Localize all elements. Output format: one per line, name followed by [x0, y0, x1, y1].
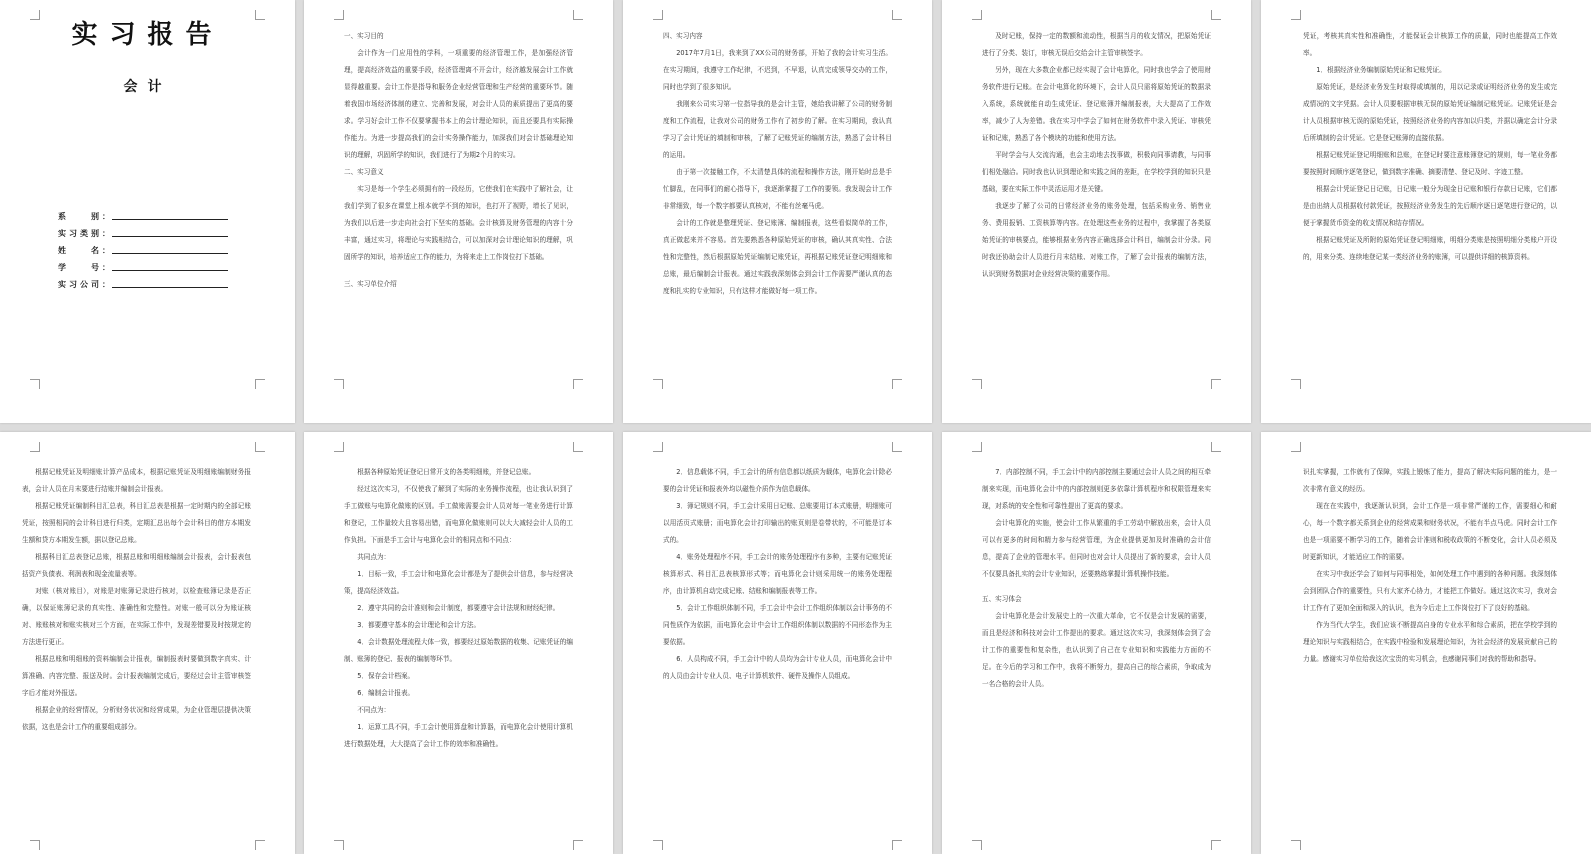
- paragraph: 根据企业的经营情况，分析财务状况和经营成果，为企业管理层提供决策依据，这也是会计工作的重要组成部分。: [22, 706, 251, 731]
- cover-title: 实习报告: [71, 20, 224, 50]
- crop-mark: [573, 10, 583, 20]
- crop-mark: [573, 379, 583, 389]
- page-body: [982, 464, 1211, 848]
- form-label: 学 号：: [58, 263, 110, 272]
- page-body: [663, 464, 892, 848]
- cover-page: [0, 0, 295, 423]
- form-label: 实习类别：: [58, 229, 110, 238]
- paragraph: 在实习中我还学会了如何与同事相处，如何处理工作中遇到的各种问题。我深刻体会到团队合作的重要性，只有大家齐心协力，才能把工作做好。通过这次实习，我对会计工作有了更加全面和深入的认识，也为今后走上工作岗位打下了良好的基础。: [1303, 570, 1557, 612]
- section-heading: 二、实习意义: [344, 168, 384, 176]
- crop-mark: [653, 379, 663, 389]
- paragraph: 及时记账，保持一定的数额和流动性，根据当月的收支情况，把原始凭证进行了分类、装订，审核无误后交给会计主管审核签字。: [982, 32, 1211, 57]
- crop-mark: [334, 379, 344, 389]
- page-10: [1261, 432, 1591, 854]
- page-body: [663, 28, 892, 383]
- crop-mark: [1211, 442, 1221, 452]
- crop-mark: [972, 379, 982, 389]
- paragraph: 2．信息载体不同，手工会计的所有信息都以纸质为载体，电算化会计除必要的会计凭证和报表外均以磁性介质作为信息载体。: [663, 468, 892, 493]
- paragraph: 我刚来公司实习第一位指导我的是会计主管，她给我讲解了公司的财务制度和工作流程，让我对公司的财务工作有了初步的了解。在实习期间，我认真学习了会计凭证的填制和审核，了解了记账凭证的编制方法，熟悉了会计科目的运用。: [663, 100, 892, 159]
- paragraph: 实习是每一个学生必须拥有的一段经历，它使我们在实践中了解社会，让我们学到了很多在课堂上根本就学不到的知识，也打开了视野，增长了见识，为我们以后进一步走向社会打下坚实的基础。会计核算及财务管理的内容十分丰富，通过实习，将理论与实践相结合，可以加深对会计理论知识的理解，巩固所学的知识，培养适应工作的能力，为将来走上工作岗位打下基础。: [344, 185, 573, 261]
- crop-mark: [255, 442, 265, 452]
- paragraph: 现在在实践中，我逐渐认识到，会计工作是一项非常严谨的工作，需要细心和耐心，每一个数字都关系到企业的经营成果和财务状况，不能有半点马虎。同时会计工作也是一项需要不断学习的工作，随着会计准则和税收政策的不断变化，会计人员必须及时更新知识，才能适应工作的需要。: [1303, 502, 1557, 561]
- paragraph: 我逐步了解了公司的日常经济业务的账务处理，包括采购业务、销售业务、费用报销、工资核算等内容。在处理这些业务的过程中，我掌握了各类原始凭证的审核要点，能够根据业务内容正确选择会计科目，编制会计分录。同时我还协助会计人员进行月末结账、对账工作，了解了会计报表的编制方法，认识到财务数据对企业经营决策的重要作用。: [982, 202, 1211, 278]
- form-blank-line: [112, 277, 228, 288]
- paragraph: 会计电算化的实施，使会计工作从繁重的手工劳动中解放出来，会计人员可以有更多的时间和精力参与经营管理，为企业提供更加及时准确的会计信息，提高了企业的管理水平。但同时也对会计人员提出了新的要求，会计人员不仅要具备扎实的会计专业知识，还要熟练掌握计算机操作技能。: [982, 519, 1211, 578]
- section-heading: 五、实习体会: [982, 595, 1022, 603]
- paragraph: 4．会计数据处理流程大体一致，都要经过原始数据的收集、记账凭证的编制、账簿的登记、报表的编制等环节。: [344, 638, 573, 663]
- form-row-student-id: [58, 256, 228, 273]
- page-7: [304, 432, 613, 854]
- form-row-type: [58, 222, 228, 239]
- page-6: [0, 432, 295, 854]
- crop-mark: [1291, 442, 1301, 452]
- crop-mark: [972, 442, 982, 452]
- page-8: [623, 432, 932, 854]
- section-heading: 一、实习目的: [344, 32, 384, 40]
- paragraph: 6．编制会计报表。: [357, 689, 415, 697]
- paragraph: 根据总账和明细账的资料编制会计报表，编制报表时要做到数字真实、计算准确、内容完整、报送及时。会计报表编制完成后，要经过会计主管审核签字后才能对外报送。: [22, 655, 251, 697]
- crop-mark: [30, 442, 40, 452]
- paragraph: 另外，现在大多数企业都已经实现了会计电算化，同时我也学会了使用财务软件进行记账。在会计电算化的环境下，会计人员只需将原始凭证的数据录入系统，系统就能自动生成凭证、登记账簿并编制报表，大大提高了工作效率，减少了人为差错。我在实习中学会了如何在财务软件中录入凭证、审核凭证和记账，熟悉了各个模块的功能和使用方法。: [982, 66, 1211, 142]
- crop-mark: [255, 379, 265, 389]
- crop-mark: [972, 10, 982, 20]
- paragraph: 根据记账凭证及所附的原始凭证登记明细账，明细分类账是按照明细分类账户开设的，用来分类、连续地登记某一类经济业务的账簿，可以提供详细的核算资料。: [1303, 236, 1557, 261]
- paragraph: 由于第一次接触工作，不太清楚具体的流程和操作方法，刚开始时总是手忙脚乱，在同事们的耐心指导下，我逐渐掌握了工作的要领。我发现会计工作非常细致，每一个数字都要认真核对，不能有丝毫马虎。: [663, 168, 892, 210]
- crop-mark: [255, 840, 265, 850]
- crop-mark: [573, 840, 583, 850]
- crop-mark: [653, 10, 663, 20]
- crop-mark: [1291, 379, 1301, 389]
- form-row-name: [58, 239, 228, 256]
- paragraph: 4．账务处理程序不同，手工会计的账务处理程序有多种，主要有记账凭证核算形式、科目汇总表核算形式等；而电算化会计则采用统一的账务处理程序，由计算机自动完成记账、结账和编制报表等工作。: [663, 553, 892, 595]
- form-blank-line: [112, 260, 228, 271]
- paragraph: 会计电算化是会计发展史上的一次重大革命，它不仅是会计发展的需要，而且是经济和科技对会计工作提出的要求。通过这次实习，我深刻体会到了会计工作的重要性和复杂性，也认识到了自己在专业知识和实践能力方面的不足。在今后的学习和工作中，我将不断努力，提高自己的综合素质，争取成为一名合格的会计人员。: [982, 612, 1211, 688]
- crop-mark: [892, 379, 902, 389]
- paragraph: 会计的工作就是整理凭证、登记账簿、编制报表，这些看似简单的工作，真正做起来并不容易。首先要熟悉各种原始凭证的审核，确认其真实性、合法性和完整性，然后根据原始凭证编制记账凭证，再根据记账凭证登记明细账和总账，最后编制会计报表。通过实践我深刻体会到会计工作需要严谨认真的态度和扎实的专业知识，只有这样才能做好每一项工作。: [663, 219, 892, 295]
- paragraph: 作为当代大学生，我们应该不断提高自身的专业水平和综合素质，把在学校学到的理论知识与实践相结合，在实践中检验和发展理论知识，为社会经济的发展贡献自己的力量。感谢实习单位给我这次宝贵的实习机会，也感谢同事们对我的帮助和指导。: [1303, 621, 1557, 663]
- crop-mark: [1211, 10, 1221, 20]
- paragraph: 2．遵守共同的会计准则和会计制度，都要遵守会计法规和财经纪律。: [357, 604, 560, 612]
- paragraph: 6．人员构成不同，手工会计中的人员均为会计专业人员，而电算化会计中的人员由会计专业人员、电子计算机软件、硬件及操作人员组成。: [663, 655, 892, 680]
- paragraph: 3．簿记规则不同，手工会计采用日记账、总账要用订本式账册，明细账可以用活页式账册；而电算化会计打印输出的账页则是卷带状的，不可能是订本式的。: [663, 502, 892, 544]
- crop-mark: [334, 442, 344, 452]
- page-5: [1261, 0, 1591, 423]
- paragraph: 根据会计凭证登记日记账，日记账一般分为现金日记账和银行存款日记账，它们都是由出纳人员根据收付款凭证，按照经济业务发生的先后顺序逐日逐笔进行登记的，以便于掌握货币资金的收支情况和结存情况。: [1303, 185, 1557, 227]
- paragraph: 5．保存会计档案。: [357, 672, 415, 680]
- page-3: [623, 0, 932, 423]
- cover-subtitle: 会计: [123, 79, 172, 95]
- crop-mark: [334, 840, 344, 850]
- page-4: [942, 0, 1251, 423]
- page-body: [982, 28, 1211, 383]
- crop-mark: [1291, 840, 1301, 850]
- paragraph: 识扎实掌握，工作就有了保障，实践上锻炼了能力，提高了解决实际问题的能力，是一次非常有意义的经历。: [1303, 468, 1557, 493]
- crop-mark: [334, 10, 344, 20]
- paragraph: 1．目标一致，手工会计和电算化会计都是为了提供会计信息，参与经营决策，提高经济效益。: [344, 570, 573, 595]
- crop-mark: [1291, 10, 1301, 20]
- section-heading: 四、实习内容: [663, 32, 703, 40]
- paragraph: 共同点为：: [357, 553, 391, 561]
- page-body: [344, 28, 573, 383]
- form-blank-line: [112, 243, 228, 254]
- crop-mark: [653, 442, 663, 452]
- crop-mark: [573, 442, 583, 452]
- paragraph: 不同点为：: [357, 706, 391, 714]
- form-row-department: [58, 205, 228, 222]
- paragraph: 1．根据经济业务编制原始凭证和记账凭证。: [1316, 66, 1446, 74]
- page-body: [1303, 28, 1557, 383]
- crop-mark: [1211, 840, 1221, 850]
- crop-mark: [1211, 379, 1221, 389]
- form-blank-line: [112, 209, 228, 220]
- paragraph: 根据记账凭证及明细账计算产品成本，根据记账凭证及明细账编制财务报表，会计人员在月末要进行结账并编制会计报表。: [22, 468, 251, 493]
- form-blank-line: [112, 226, 228, 237]
- page-body: [1303, 464, 1557, 848]
- paragraph: 凭证，考核其真实性和准确性，才能保证会计核算工作的质量，同时也能提高工作效率。: [1303, 32, 1557, 57]
- paragraph: 2017年7月1日，我来到了XX公司的财务部，开始了我的会计实习生活。在实习期间，我遵守工作纪律，不迟到，不早退，认真完成领导交办的工作，同时也学到了很多知识。: [663, 49, 892, 91]
- form-label: 姓 名：: [58, 246, 110, 255]
- crop-mark: [30, 379, 40, 389]
- cover-info-form: [58, 205, 228, 290]
- paragraph: 经过这次实习，不仅使我了解到了实际的业务操作流程，也让我认识到了手工做账与电算化做账的区别。手工做账需要会计人员对每一笔业务进行计算和登记，工作量较大且容易出错，而电算化做账则可以大大减轻会计人员的工作负担。下面是手工会计与电算化会计的相同点和不同点：: [344, 485, 573, 544]
- page-9: [942, 432, 1251, 854]
- paragraph: 对账（核对账目），对账是对账簿记录进行核对，以检查账簿记录是否正确，以保证账簿记录的真实性、准确性和完整性。对账一般可以分为账证核对、账账核对和账实核对三个方面，在实际工作中，发现差错要及时按规定的方法进行更正。: [22, 587, 251, 646]
- paragraph: 1．运算工具不同，手工会计使用算盘和计算器，而电算化会计使用计算机进行数据处理，大大提高了会计工作的效率和准确性。: [344, 723, 573, 748]
- paragraph: 会计作为一门应用性的学科，一项重要的经济管理工作，是加强经济管理，提高经济效益的重要手段，经济管理离不开会计，经济越发展会计工作就显得越重要。会计工作是指导和服务企业经营管理和生产经营的重要环节。随着我国市场经济体制的建立、完善和发展，对会计人员的素质提出了更高的要求。学习好会计工作不仅要掌握书本上的会计理论知识，而且还要具有实际操作能力。为进一步提高我们的会计实务操作能力，加深我们对会计基础理论知识的理解，巩固所学的知识，我们进行了为期2个月的实习。: [344, 49, 573, 159]
- paragraph: 根据记账凭证登记明细账和总账，在登记时要注意账簿登记的规则，每一笔业务都要按照时间顺序逐笔登记，做到数字准确、摘要清楚、登记及时、字迹工整。: [1303, 151, 1557, 176]
- paragraph: 根据各种原始凭证登记日常开支的各类明细账，并登记总账。: [357, 468, 536, 476]
- form-label: 系 别：: [58, 212, 110, 221]
- page-body: [22, 464, 251, 848]
- crop-mark: [972, 840, 982, 850]
- paragraph: 7．内部控制不同，手工会计中的内部控制主要通过会计人员之间的相互牵制来实现，而电算化会计中的内部控制则更多依靠计算机程序和权限管理来实现，对系统的安全性和可靠性提出了更高的要求。: [982, 468, 1211, 510]
- form-label: 实习公司：: [58, 280, 110, 289]
- crop-mark: [892, 442, 902, 452]
- paragraph: 根据记账凭证编制科目汇总表，科目汇总表是根据一定时期内的全部记账凭证，按照相同的会计科目进行归类，定期汇总出每个会计科目的借方本期发生额和贷方本期发生额，据以登记总账。: [22, 502, 251, 544]
- paragraph: 原始凭证，是经济业务发生时取得或填制的，用以记录或证明经济业务的发生或完成情况的文字凭据。会计人员要根据审核无误的原始凭证编制记账凭证。记账凭证是会计人员根据审核无误的原始凭证，按照经济业务的内容加以归类，并据以确定会计分录后所填制的会计凭证。它是登记账簿的直接依据。: [1303, 83, 1557, 142]
- paragraph: 3．都要遵守基本的会计理论和会计方法。: [357, 621, 481, 629]
- section-heading: 三、实习单位介绍: [344, 280, 397, 288]
- paragraph: 5．会计工作组织体制不同，手工会计中会计工作组织体制以会计事务的不同性质作为依据，而电算化会计中会计工作组织体制以数据的不同形态作为主要依据。: [663, 604, 892, 646]
- form-row-company: [58, 273, 228, 290]
- page-body: [344, 464, 573, 848]
- paragraph: 平时学会与人交流沟通，也会主动地去找事做，积极向同事请教，与同事们相处融洽。同时我也认识到理论和实践之间的差距，在学校学到的知识只是基础，要在实际工作中灵活运用才是关键。: [982, 151, 1211, 193]
- crop-mark: [892, 840, 902, 850]
- page-2: [304, 0, 613, 423]
- paragraph: 根据科目汇总表登记总账，根据总账和明细账编制会计报表，会计报表包括资产负债表、利润表和现金流量表等。: [22, 553, 251, 578]
- crop-mark: [892, 10, 902, 20]
- crop-mark: [653, 840, 663, 850]
